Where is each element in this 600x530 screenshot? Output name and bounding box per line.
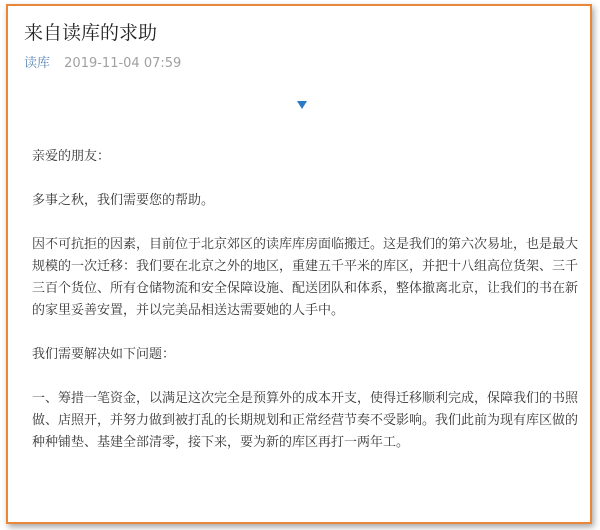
author-link[interactable]: 读库 [24, 56, 51, 71]
article-body [32, 146, 584, 476]
body-paragraph: 多事之秋，我们需要您的帮助。 [32, 193, 215, 208]
body-paragraph: 我们需要解决如下问题： [32, 347, 176, 362]
body-paragraph: 一、筹措一笔资金，以满足这次完全是预算外的成本开支，使得迁移顺利完成，保障我们的书照做、店照开，并努力做到被打乱的长期规划和正常经营节奏不受影响。我们此前为现有库区做的种种铺垫、基建全部清零，接下来，要为新的库区再打一两年工。 [32, 391, 579, 450]
greeting-paragraph: 亲爱的朋友： [32, 149, 111, 164]
body-paragraph: 因不可抗拒的因素，目前位于北京郊区的读库库房面临搬迁。这是我们的第六次易址，也是最大规模的一次迁移：我们要在北京之外的地区，重建五千平米的库区，并把十八组高位货架、三千三百个货位、所有仓储物流和安全保障设施、配送团队和体系，整体撤离北京，让我们的书在新的家里妥善安置，并以完美品相送达需要她的人手中。 [32, 237, 579, 318]
triangle-down-icon[interactable] [297, 101, 307, 109]
publish-datetime: 2019-11-04 07:59 [64, 56, 182, 71]
article-meta [24, 52, 181, 71]
article-title: 来自读库的求助 [24, 22, 158, 44]
article-frame [6, 4, 592, 524]
